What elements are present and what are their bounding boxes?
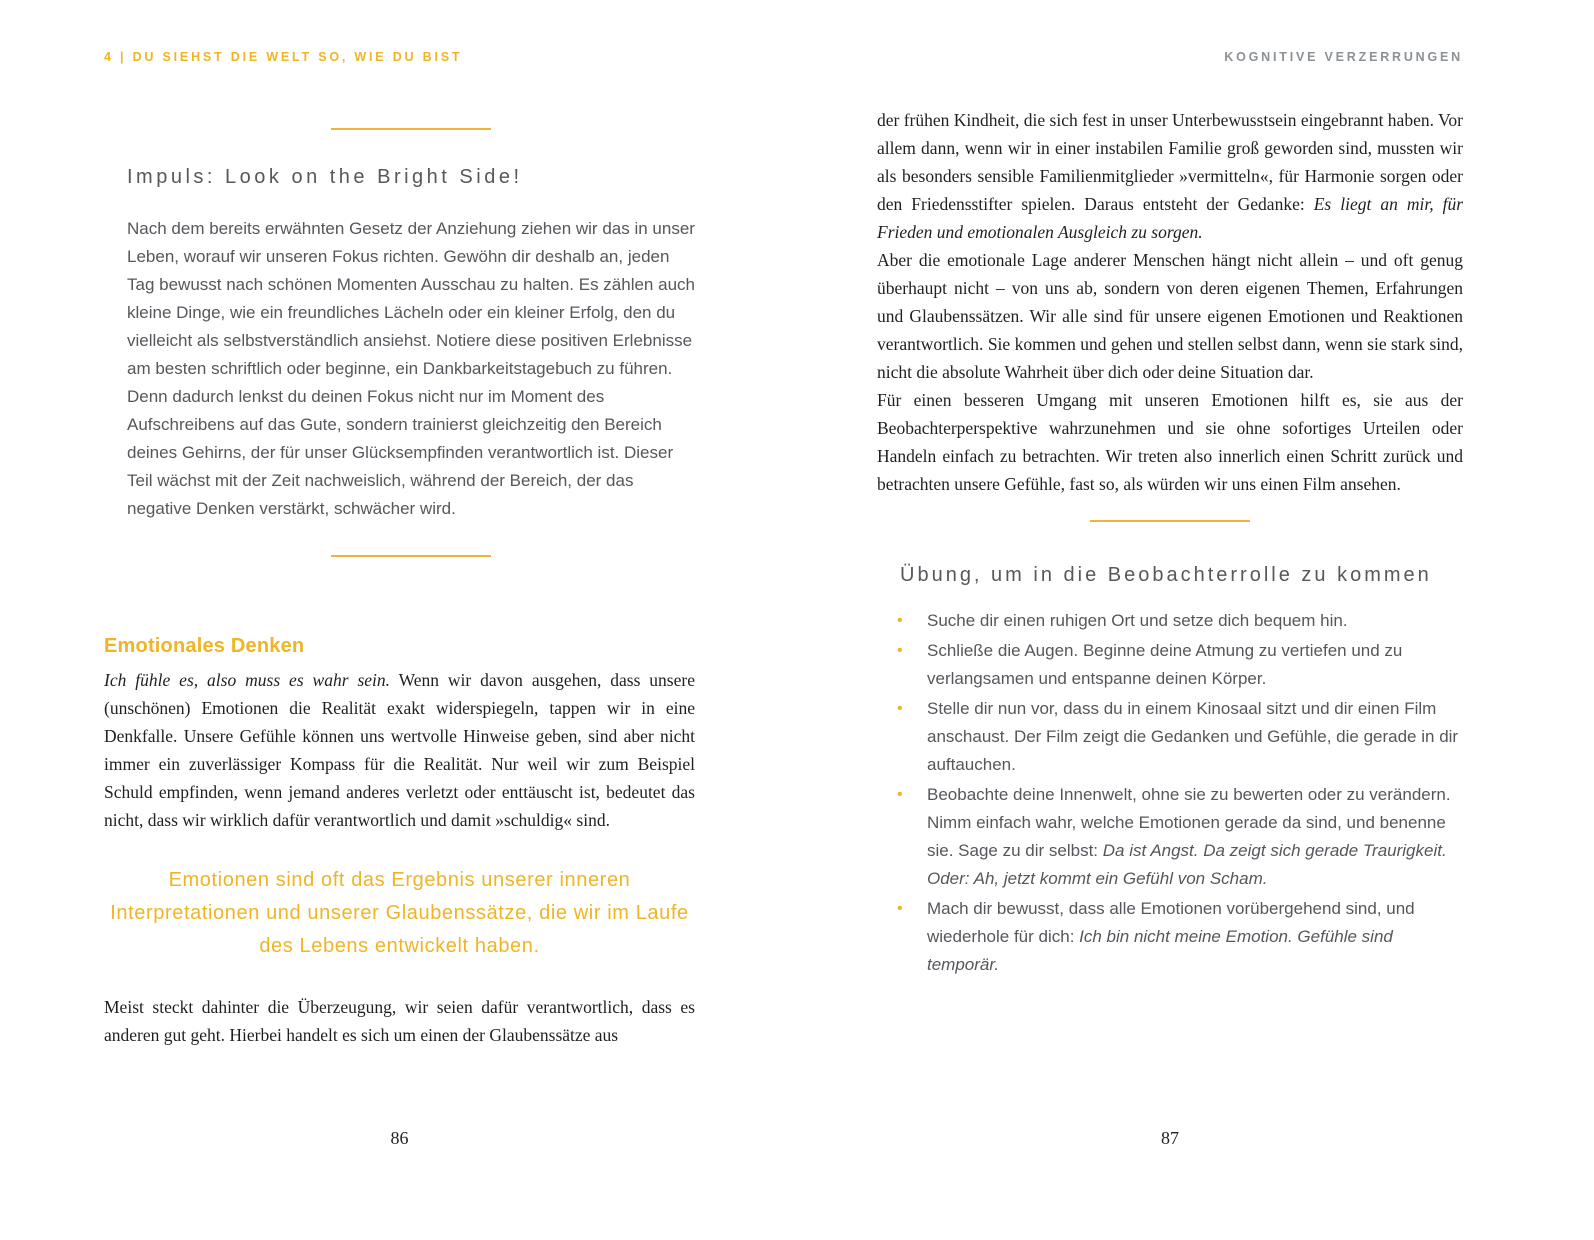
list-item [897, 637, 1463, 693]
page-number: 86 [390, 1128, 409, 1148]
impuls-body-paragraph: Nach dem bereits erwähnten Gesetz der Anziehung ziehen wir das in unser Leben, worauf wir unseren Fokus richten. Gewöhn dir deshalb an, jeden Tag bewusst nach schönen Momenten Ausschau zu halten. Es zählen auch kleine Dinge, wie ein freundliches Lächeln oder ein kleiner Erfolg, den du vielleicht als selbstverständlich ansiehst. Notiere diese positiven Erlebnisse am besten schriftlich oder beginne, ein Dankbarkeitstagebuch zu führen. Denn dadurch lenkst du deinen Fokus nicht nur im Moment des Aufschreibens auf das Gute, sondern trainierst gleichzeitig den Bereich deines Gehirns, der für unser Glücksempfinden verantwortlich ist. Dieser Teil wächst mit der Zeit nachweislich, während der Bereich, der das negative Denken verstärkt, schwächer wird. [127, 219, 695, 518]
running-header-right: KOGNITIVE VERZERRUNGEN [1224, 50, 1463, 64]
section-divider-icon [1090, 520, 1250, 522]
italic-thought-sentence: Es liegt an mir, für Frieden und emotionalen Ausgleich zu sorgen. [877, 194, 1464, 242]
page-number: 87 [1161, 1128, 1179, 1148]
uebung-bullet-list [877, 607, 1463, 979]
paragraph-text: Wenn wir davon ausgehen, dass unsere (unschönen) Emotionen die Realität exakt widerspiegeln, tappen wir in eine Denkfalle. Unsere Gefühle können uns wertvolle Hinweise geben, sind aber nicht immer ein zuverlässiger Kompass für die Realität. Nur weil wir zum Beispiel Schuld empfinden, wenn jemand anderes verletzt oder enttäuscht ist, bedeutet das nicht, dass wir wirklich dafür verantwortlich und damit »schuldig« sind. [104, 670, 695, 830]
section-divider-icon [331, 555, 491, 557]
bullet-icon: • [897, 900, 903, 917]
left-page-column [104, 112, 695, 1049]
bullet-text: Schließe die Augen. Beginne deine Atmung zu vertiefen und zu verlangsamen und entspanne deinen Körper. [927, 641, 1403, 688]
list-item [897, 695, 1463, 779]
bullet-icon: • [897, 786, 903, 803]
list-item [897, 607, 1463, 635]
bullet-icon: • [897, 642, 903, 659]
section-heading-emotionales-denken: Emotionales Denken [104, 635, 305, 657]
pull-quote: Emotionen sind oft das Ergebnis unserer inneren Interpretationen und unserer Glaubenssätze, die wir im Laufe des Lebens entwickelt haben. [110, 869, 689, 957]
list-item [897, 895, 1463, 979]
body-paragraph: Aber die emotionale Lage anderer Menschen hängt nicht allein – und oft genug überhaupt nicht – von uns ab, sondern von deren eigenen Themen, Erfahrungen und Glaubenssätzen. Wir alle sind für unsere eigenen Emotionen und Reaktionen verantwortlich. Sie kommen und gehen und stellen selbst dann, wenn sie stark sind, nicht die absolute Wahrheit über dich oder deine Situation dar. [877, 250, 1463, 382]
italic-lead-sentence: Ich fühle es, also muss es wahr sein. [104, 670, 391, 690]
body-paragraph [877, 106, 1463, 246]
body-paragraph: Meist steckt dahinter die Überzeugung, wir seien dafür verantwortlich, dass es anderen gut geht. Hierbei handelt es sich um einen der Glaubenssätze aus [104, 997, 695, 1045]
uebung-heading: Übung, um in die Beobachterrolle zu kommen [900, 564, 1432, 586]
bullet-text: Beobachte deine Innenwelt, ohne sie zu bewerten oder zu verändern. Nimm einfach wahr, welche Emotionen gerade da sind, und benenne sie. Sage zu dir selbst: Da ist Angst. Da zeigt sich gerade Traurigkeit. Oder: Ah, jetzt kommt ein Gefühl von Scham. [927, 785, 1451, 888]
impuls-box [104, 128, 695, 557]
bullet-icon: • [897, 612, 903, 629]
running-header-left: 4 | DU SIEHST DIE WELT SO, WIE DU BIST [104, 50, 463, 64]
bullet-text: Mach dir bewusst, dass alle Emotionen vorübergehend sind, und wiederhole für dich: Ich bin nicht meine Emotion. Gefühle sind temporär. [927, 899, 1415, 974]
section-divider-icon [331, 128, 491, 130]
bullet-text: Suche dir einen ruhigen Ort und setze dich bequem hin. [927, 611, 1348, 630]
impuls-heading: Impuls: Look on the Bright Side! [127, 166, 523, 188]
body-paragraph [104, 666, 695, 834]
body-paragraph: Für einen besseren Umgang mit unseren Emotionen hilft es, sie aus der Beobachterperspektive wahrzunehmen und sie ohne sofortiges Urteilen oder Handeln einfach zu betrachten. Wir treten also innerlich einen Schritt zurück und betrachten unsere Gefühle, fast so, als würden wir uns einen Film ansehen. [877, 390, 1463, 494]
list-item [897, 781, 1463, 893]
bullet-text: Stelle dir nun vor, dass du in einem Kinosaal sitzt und dir einen Film anschaust. Der Film zeigt die Gedanken und Gefühle, die gerade in dir auftauchen. [927, 699, 1459, 774]
paragraph-text: der frühen Kindheit, die sich fest in unser Unterbewusstsein eingebrannt haben. Vor allem dann, wenn wir in einer instabilen Familie groß geworden sind, mussten wir als besonders sensible Familienmitglieder »vermitteln«, für Harmonie sorgen oder den Friedensstifter spielen. Daraus entsteht der Gedanke: [877, 110, 1463, 214]
right-page-column [877, 106, 1463, 981]
bullet-icon: • [897, 700, 903, 717]
